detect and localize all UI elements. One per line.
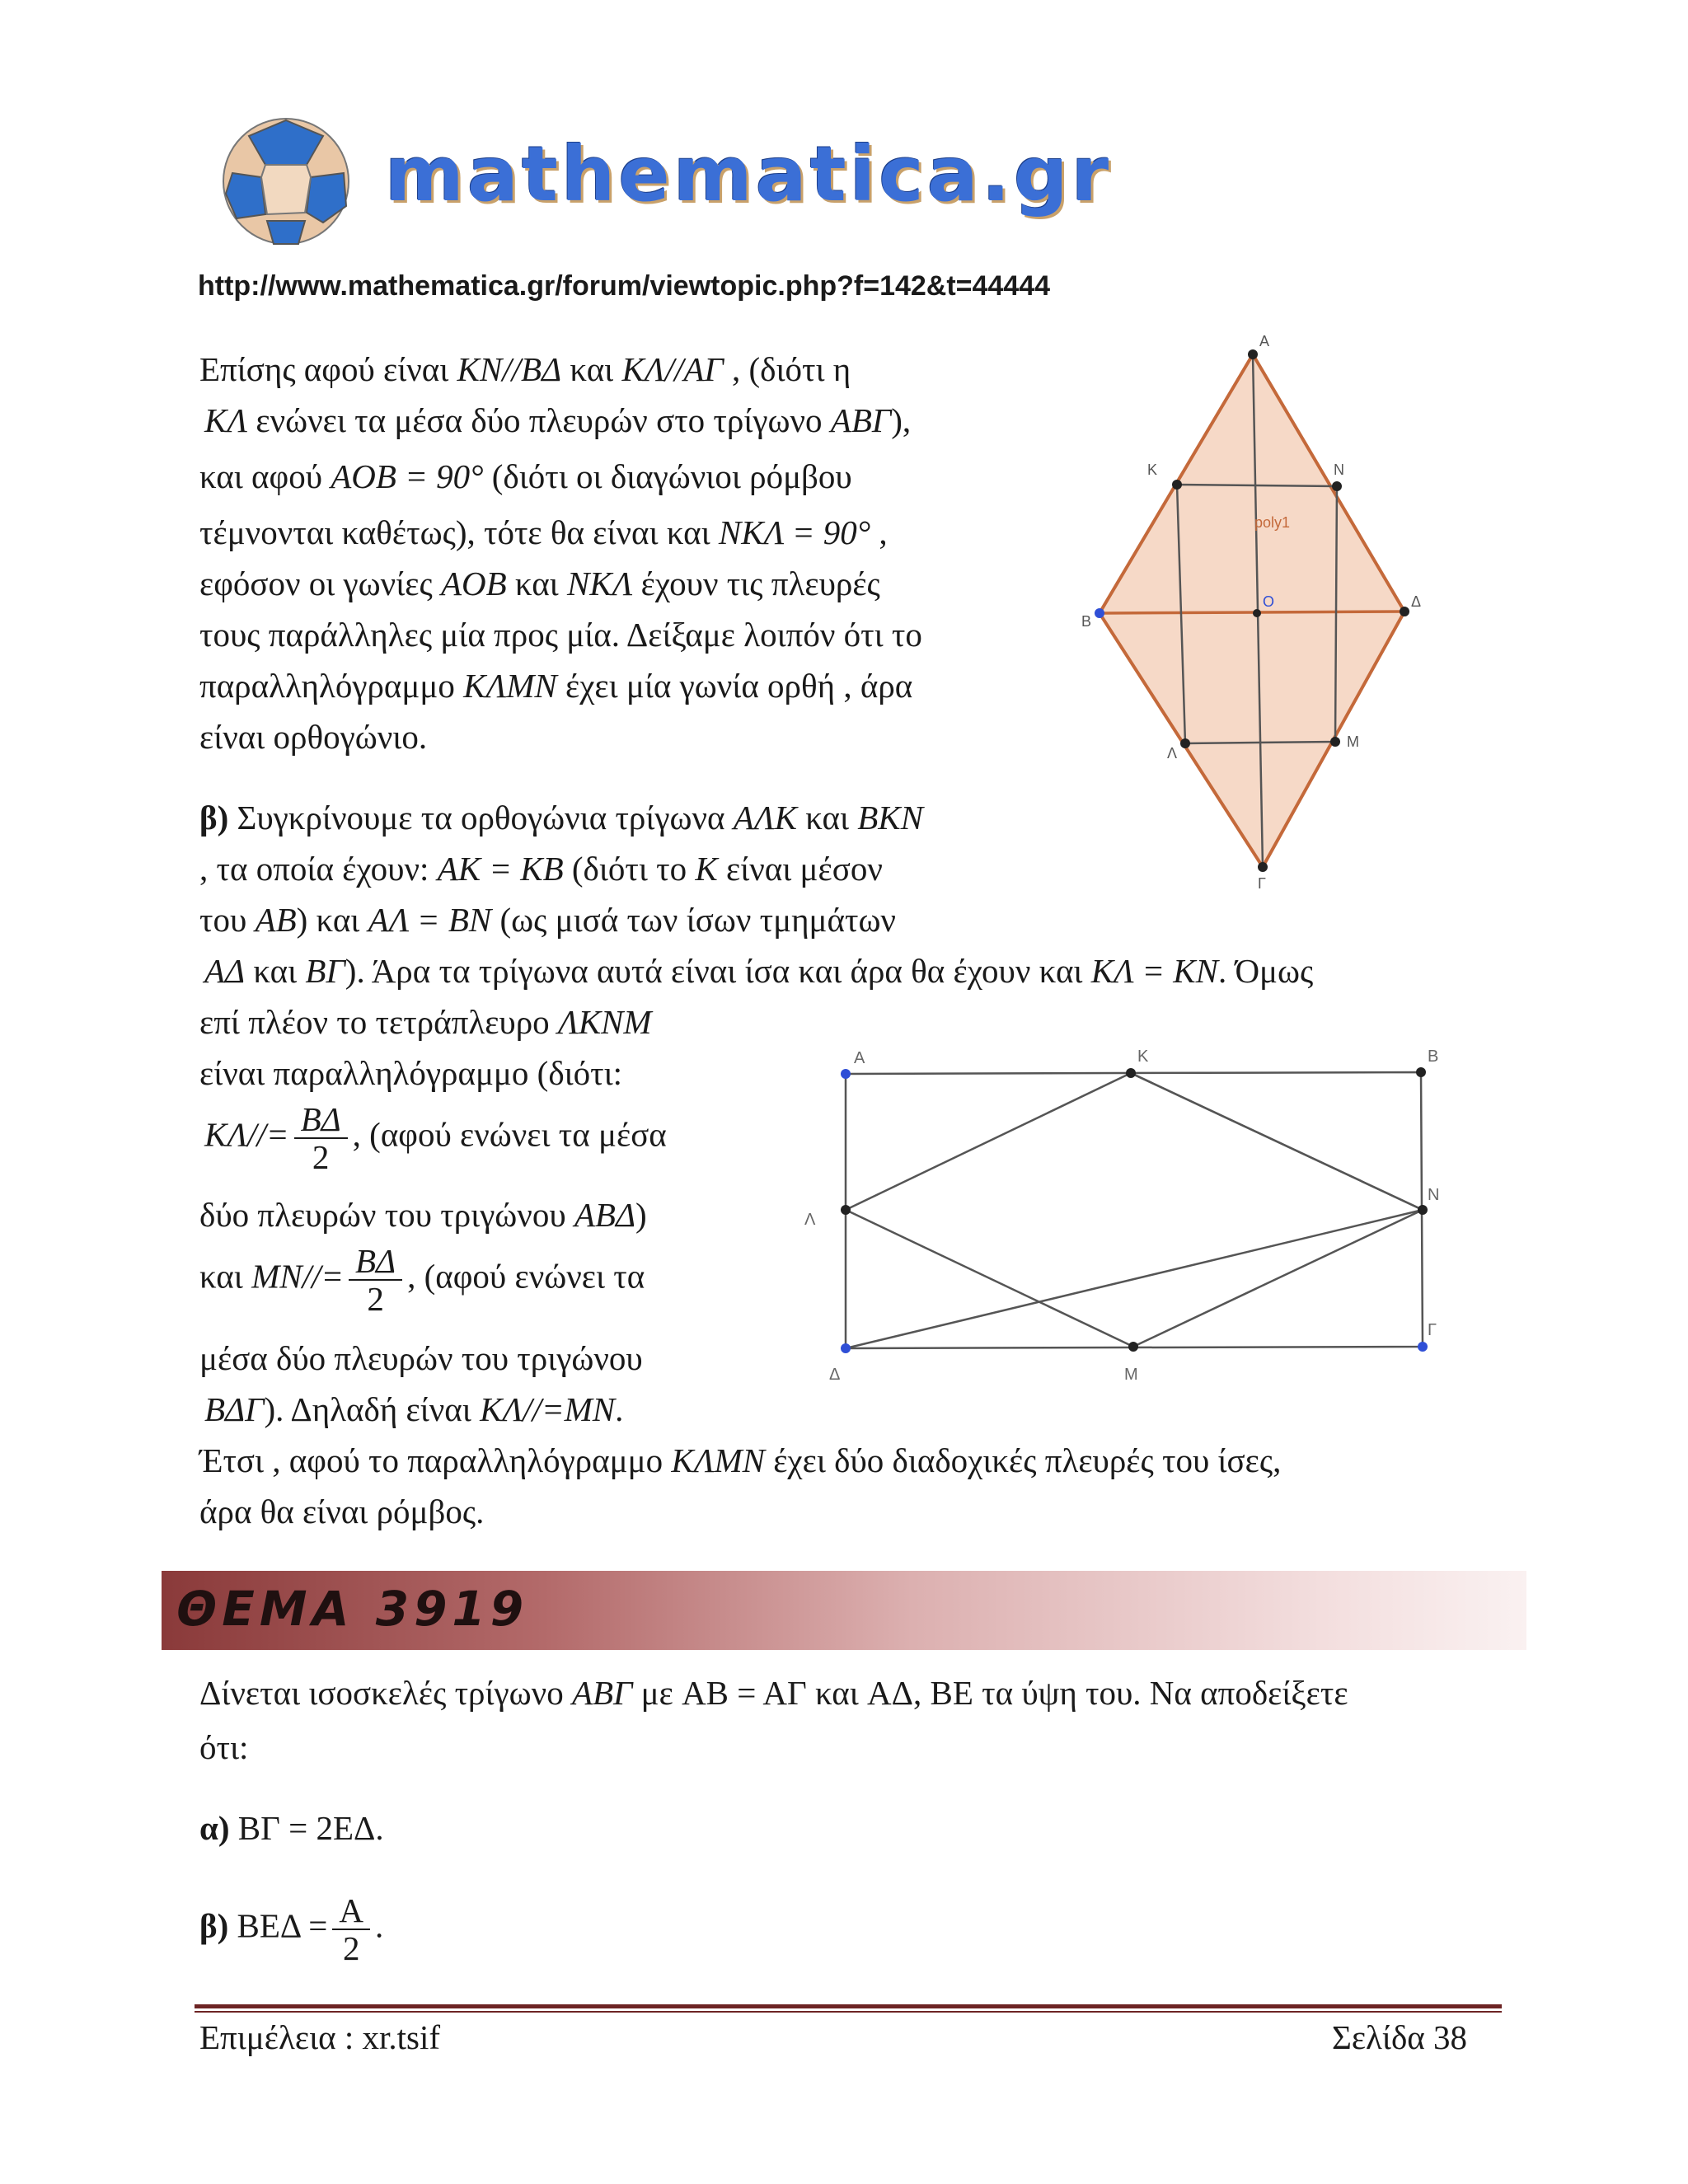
fraction-a-2: $\frac{A}{2}$ [332,1892,370,1966]
rhombus-klmn [846,1073,1423,1347]
vertex-label-b: Β [1428,1047,1439,1066]
para2-line4: AΔ και BΓ). Άρα τα τρίγωνα αυτά είναι ίσα και άρα θα έχουν και KΛ = KN. Όμως [204,952,1314,990]
para1-line6: τους παράλληλες μία προς μία. Δείξαμε λοιπόν ότι το [199,616,922,654]
vertex-label-g: Γ [1428,1321,1437,1339]
problem-part-b: β) BEΔ = $\frac{A}{2}$ . [199,1891,384,1967]
vertex-label-l: Λ [804,1211,816,1229]
logo-text: mathematica.gr [385,130,1113,218]
rhombus-figure [1071,330,1434,898]
fraction-bd-2: $\frac{B\Delta}{2}$ [294,1101,348,1175]
vertex-label-a: Α [1259,333,1270,349]
vertex-label-n: Ν [1334,462,1344,478]
para1-line3: και αφού AOB = 90° (διότι οι διαγώνιοι ρόμβου [199,457,852,495]
para2-line8: δύο πλευρών του τριγώνου ABΔ) [199,1196,647,1234]
vertex-label-o: Ο [1263,593,1275,610]
para1-line4: τέμνονται καθέτως), τότε θα είναι και NKΛ = 90° , [199,513,888,551]
vertex-label-n: Ν [1428,1186,1440,1204]
para2-line13: άρα θα είναι ρόμβος. [199,1493,485,1530]
vertex-label-g: Γ [1258,875,1266,892]
para1-line1: Επίσης αφού είναι KN//BΔ και KΛ//AΓ , (διότι η [199,350,851,388]
logo [216,115,1113,247]
para2-line7: KΛ//= $\frac{B\Delta}{2}$ , (αφού ενώνει τα μέσα [204,1100,667,1176]
diagonal-bd [1100,612,1404,613]
source-url[interactable]: http://www.mathematica.gr/forum/viewtopic.php?f=142&t=44444 [198,270,1051,302]
vertex-label-m: Μ [1124,1366,1138,1384]
vertex-label-l: Λ [1167,745,1178,762]
footer-rule-thin [195,2011,1502,2013]
theme-banner [162,1571,1526,1650]
footer-page-number: Σελίδα 38 [1331,2018,1467,2056]
problem-line1: Δίνεται ισοσκελές τρίγωνο ABΓ με AB = AΓ και AΔ, BE τα ύψη του. Να αποδείξετε [199,1674,1348,1712]
vertex-label-d: Δ [829,1366,841,1384]
para2-line5: επί πλέον το τετράπλευρο ΛKNM [199,1003,652,1041]
poly-label: poly1 [1254,514,1291,531]
para1-line7: παραλληλόγραμμο KΛMN έχει μία γωνία ορθή , άρα [199,667,913,705]
para2-line9: και MN//= $\frac{B\Delta}{2}$ , (αφού ενώνει τα [199,1242,645,1318]
para1-line5: εφόσον οι γωνίες AOB και NKΛ έχουν τις πλευρές [199,565,880,602]
problem-line2: ότι: [199,1728,249,1766]
para2-line3: του AB) και AΛ = BN (ως μισά των ίσων τμημάτων [199,901,896,939]
para2-line11: BΔΓ). Δηλαδή είναι KΛ//=MN. [204,1390,624,1428]
problem-part-a: α) BΓ = 2EΔ. [199,1809,384,1847]
para2-line6: είναι παραλληλόγραμμο (διότι: [199,1054,623,1092]
vertex-label-k: Κ [1137,1047,1149,1066]
vertex-label-a: Α [854,1049,865,1067]
para1-line2: KΛ ενώνει τα μέσα δύο πλευρών στο τρίγωνο ABΓ), [204,401,912,439]
para2-line2: , τα οποία έχουν: AK = KB (διότι το K είναι μέσον [199,850,883,888]
footer-rule [195,2004,1502,2008]
vertex-label-m: Μ [1347,733,1359,750]
para2-line10: μέσα δύο πλευρών του τριγώνου [199,1339,643,1377]
rectangle-figure [791,1030,1467,1393]
fraction-bd-2: $\frac{B\Delta}{2}$ [349,1243,402,1317]
footer-author: Επιμέλεια : xr.tsif [199,2018,441,2056]
vertex-label-k: Κ [1147,462,1158,478]
vertex-label-d: Δ [1411,593,1422,610]
para2-line12: Έτσι , αφού το παραλληλόγραμμο KΛMN έχει δύο διαδοχικές πλευρές του ίσες, [199,1441,1282,1479]
para2-line1: β) Συγκρίνουμε τα ορθογώνια τρίγωνα AΛK και BKN [199,799,924,837]
vertex-label-b: Β [1081,613,1092,630]
theme-title: ΘΕΜΑ 3919 [176,1581,529,1637]
polyhedron-logo-icon [216,115,356,247]
para1-line8: είναι ορθογώνιο. [199,718,428,756]
